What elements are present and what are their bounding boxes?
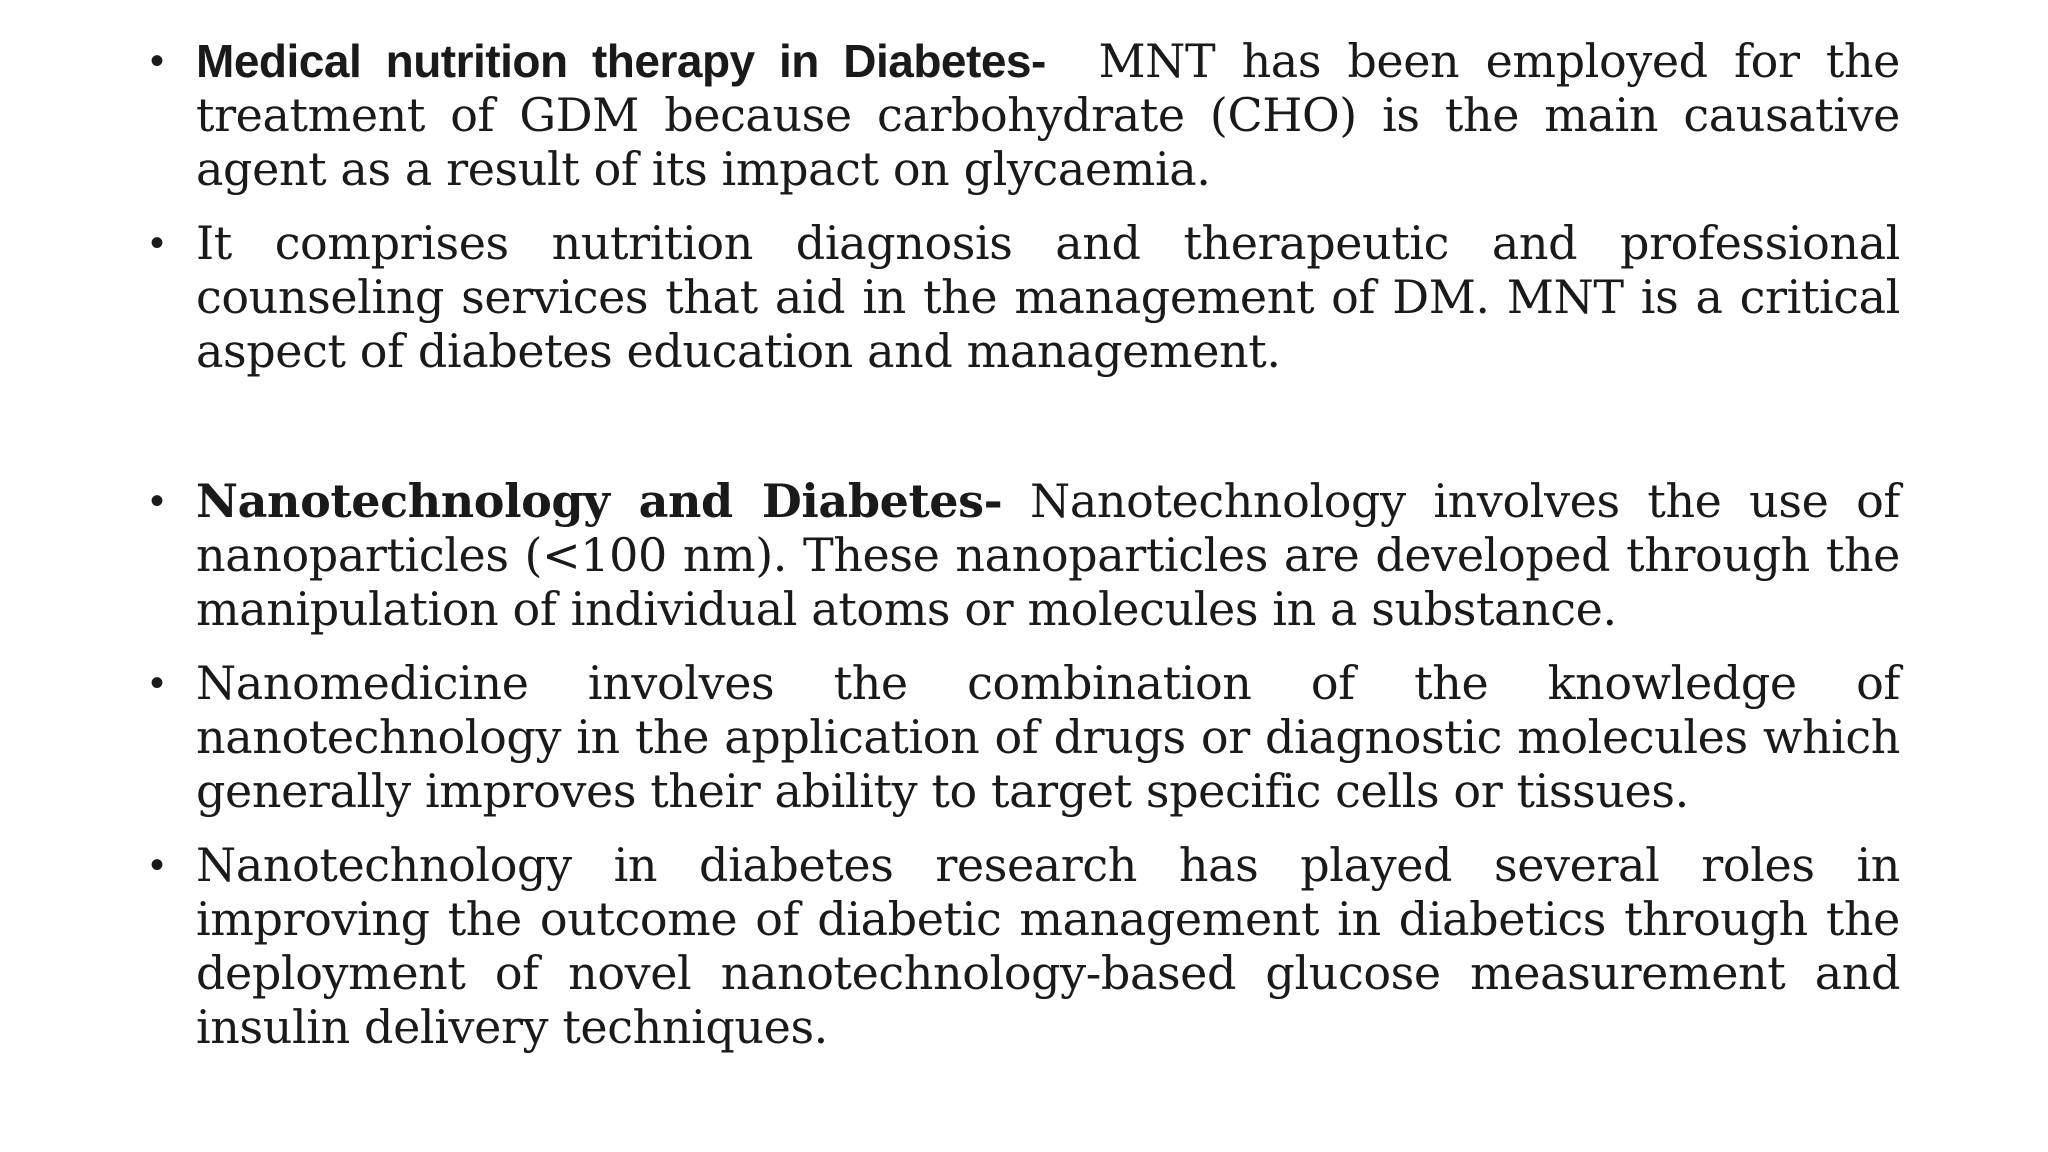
bullet-text: Nanotechnology in diabetes research has played several roles in improving the outcome of diabetic management in diabetics through the deployment of novel nanotechnology-based glucose measurement and insulin delivery techniques.: [196, 838, 1900, 1054]
bullet-heading: Medical nutrition therapy in Diabetes-: [196, 35, 1046, 87]
bullet-item-nanomedicine: [150, 656, 1900, 818]
bullet-item-mnt-definition: [150, 216, 1900, 378]
bullet-dot-icon: •: [150, 221, 164, 265]
bullet-heading: Nanotechnology and Diabetes-: [196, 474, 1003, 528]
bullet-dot-icon: •: [150, 479, 164, 523]
bullet-item-nano-research: [150, 838, 1900, 1054]
bullet-dot-icon: •: [150, 843, 164, 887]
bullet-text: It comprises nutrition diagnosis and therapeutic and professional counseling services that aid in the management of DM. MNT is a critical aspect of diabetes education and management.: [196, 216, 1900, 378]
bullet-item-nanotechnology: [150, 474, 1900, 636]
bullet-text: Nanotechnology involves the use of nanoparticles (<100 nm). These nanoparticles are developed through the manipulation of individual atoms or molecules in a substance.: [196, 474, 1900, 636]
bullet-dot-icon: •: [150, 661, 164, 705]
bullet-text: Nanomedicine involves the combination of the knowledge of nanotechnology in the application of drugs or diagnostic molecules which generally improves their ability to target specific cells or tissues.: [196, 656, 1900, 818]
bullet-list: [150, 34, 1900, 1074]
bullet-text: MNT has been employed for the treatment of GDM because carbohydrate (CHO) is the main causative agent as a result of its impact on glycaemia.: [196, 34, 1900, 196]
bullet-dot-icon: •: [150, 39, 164, 83]
bullet-item-mnt: [150, 34, 1900, 196]
